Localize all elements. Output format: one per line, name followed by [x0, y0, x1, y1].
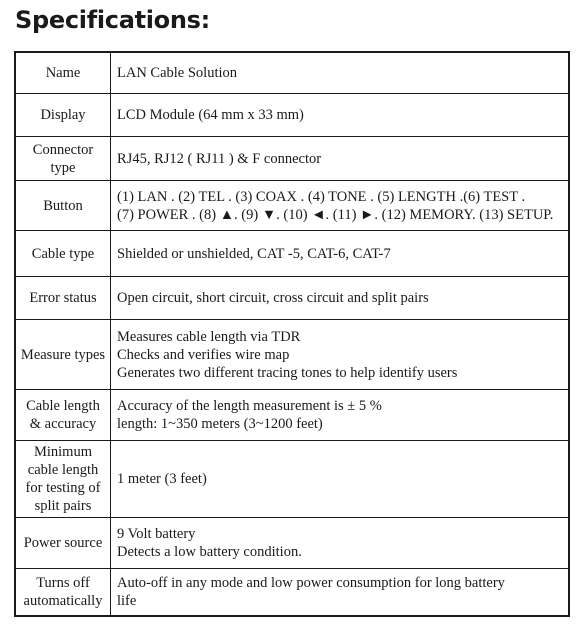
table-row	[16, 181, 568, 231]
spec-value-line: (1) LAN . (2) TEL . (3) COAX . (4) TONE . (5) LENGTH .(6) TEST .	[117, 188, 526, 205]
spec-label-display: Display	[16, 94, 111, 137]
table-row	[16, 137, 568, 181]
spec-value-line: 1 meter (3 feet)	[117, 471, 207, 487]
spec-label-measure-types: Measure types	[16, 320, 111, 390]
spec-value-line: (7) POWER . (8) ▲. (9) ▼. (10) ◄. (11) ►. (12) MEMORY. (13) SETUP.	[117, 206, 554, 223]
table-row	[16, 94, 568, 137]
spec-value-line: Measures cable length via TDR	[117, 328, 301, 345]
table-row	[16, 277, 568, 320]
spec-value-power-source	[111, 518, 568, 569]
spec-label-cable-type: Cable type	[16, 231, 111, 277]
spec-value-line: Checks and verifies wire map	[117, 346, 290, 363]
table-row	[16, 441, 568, 518]
spec-value-cable-type	[111, 231, 568, 277]
spec-value-line: life	[117, 593, 137, 609]
table-row	[16, 320, 568, 390]
spec-label-connector-type: Connector type	[16, 137, 111, 181]
table-row	[16, 518, 568, 569]
spec-value-line: Detects a low battery condition.	[117, 544, 302, 560]
spec-value-line: Open circuit, short circuit, cross circuit and split pairs	[117, 290, 429, 306]
spec-value-button	[111, 181, 568, 231]
spec-value-cable-length-accuracy	[111, 390, 568, 441]
spec-label-minimum-cable-length: Minimum cable length for testing of split pairs	[16, 441, 111, 518]
specifications-table	[14, 51, 570, 617]
spec-value-line: RJ45, RJ12 ( RJ11 ) & F connector	[117, 150, 322, 167]
spec-label-power-source: Power source	[16, 518, 111, 569]
spec-value-line: Generates two different tracing tones to help identify users	[117, 364, 458, 381]
spec-label-error-status: Error status	[16, 277, 111, 320]
spec-value-line: length: 1~350 meters (3~1200 feet)	[117, 416, 323, 432]
table-row	[16, 390, 568, 441]
table-row	[16, 53, 568, 94]
spec-label-cable-length-accuracy: Cable length & accuracy	[16, 390, 111, 441]
spec-value-line: Accuracy of the length measurement is ± 5 %	[117, 398, 382, 414]
spec-value-line: LAN Cable Solution	[117, 65, 238, 81]
spec-value-turns-off-automatically	[111, 569, 568, 615]
spec-value-measure-types	[111, 320, 568, 390]
table-row	[16, 569, 568, 615]
spec-value-line: Auto-off in any mode and low power consumption for long battery	[117, 575, 505, 591]
spec-value-line: Shielded or unshielded, CAT -5, CAT-6, CAT-7	[117, 245, 391, 262]
spec-label-name: Name	[16, 53, 111, 94]
spec-value-error-status	[111, 277, 568, 320]
spec-value-line: 9 Volt battery	[117, 526, 196, 542]
spec-value-display	[111, 94, 568, 137]
page-title: Specifications:	[15, 6, 210, 34]
spec-label-turns-off-automatically: Turns off automatically	[16, 569, 111, 615]
spec-label-button: Button	[16, 181, 111, 231]
spec-value-name	[111, 53, 568, 94]
spec-value-line: LCD Module (64 mm x 33 mm)	[117, 107, 304, 123]
spec-value-minimum-cable-length	[111, 441, 568, 518]
spec-value-connector-type	[111, 137, 568, 181]
table-row	[16, 231, 568, 277]
